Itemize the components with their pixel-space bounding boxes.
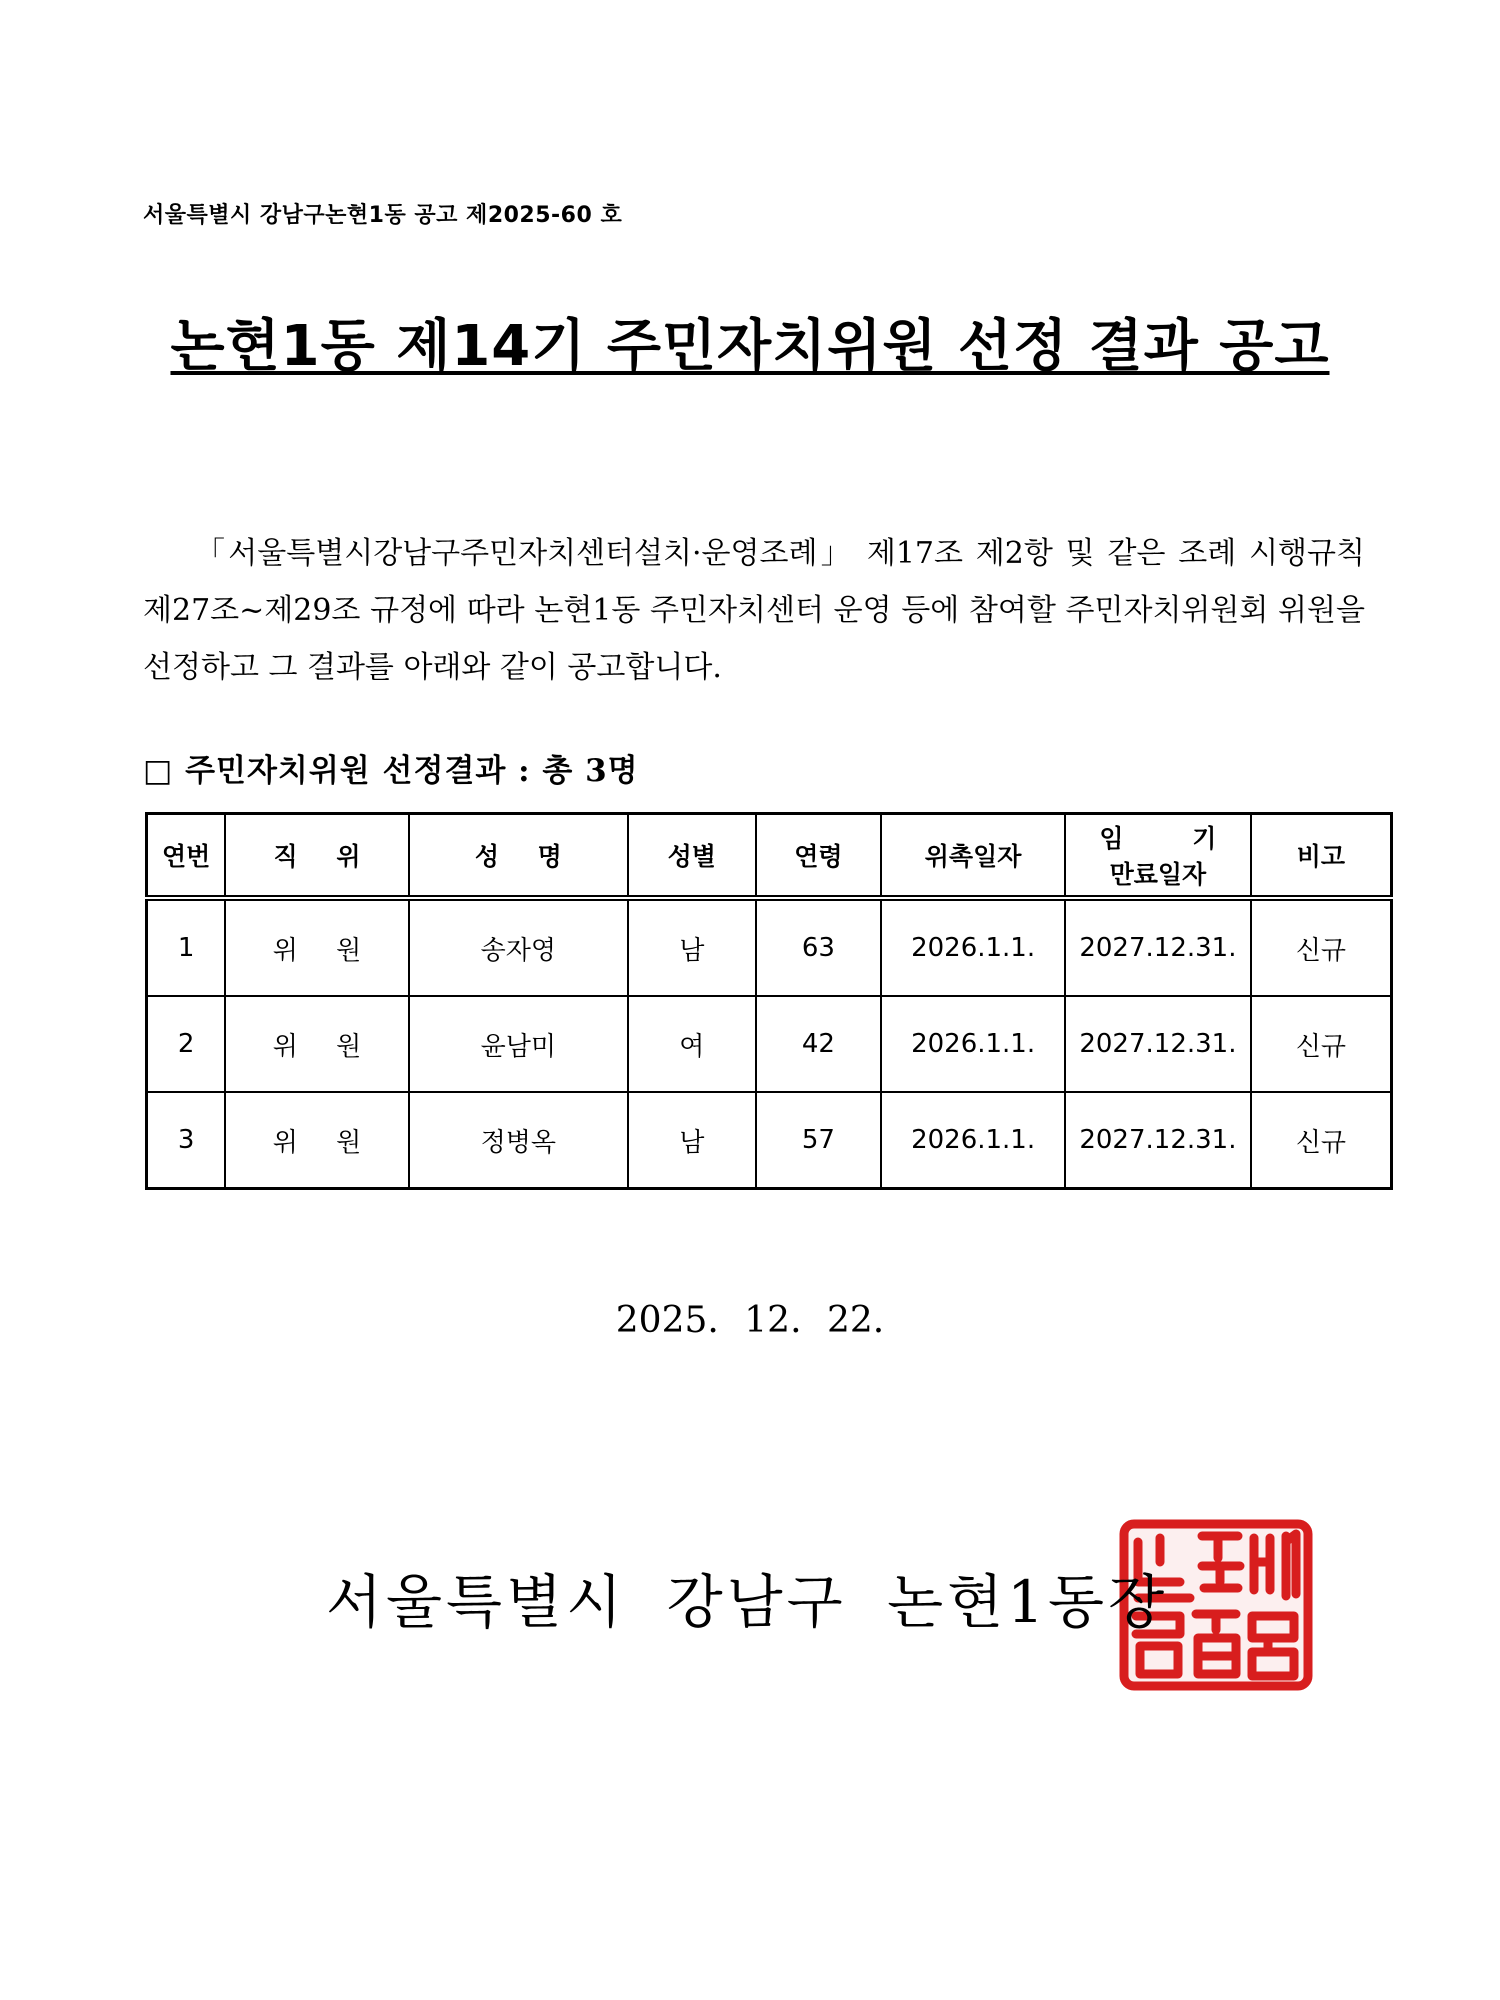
header-term-line2: 만료일자 xyxy=(1109,860,1207,889)
header-appointment-date: 위촉일자 xyxy=(881,814,1065,899)
header-term-line1: 임 기 xyxy=(1099,824,1217,853)
table-row xyxy=(147,996,1392,1092)
cell-position: 위 원 xyxy=(225,1092,408,1189)
header-remarks: 비고 xyxy=(1251,814,1392,899)
header-gender: 성별 xyxy=(628,814,756,899)
cell-position: 위 원 xyxy=(225,996,408,1092)
section-heading: □ 주민자치위원 선정결과 : 총 3명 xyxy=(143,753,639,789)
cell-term-end: 2027.12.31. xyxy=(1065,898,1251,996)
cell-name: 윤남미 xyxy=(409,996,628,1092)
cell-name: 송자영 xyxy=(409,898,628,996)
cell-term-end: 2027.12.31. xyxy=(1065,1092,1251,1189)
cell-no: 1 xyxy=(147,898,226,996)
cell-name: 정병옥 xyxy=(409,1092,628,1189)
cell-no: 3 xyxy=(147,1092,226,1189)
cell-gender: 남 xyxy=(628,1092,756,1189)
table-row xyxy=(147,1092,1392,1189)
header-no: 연번 xyxy=(147,814,226,899)
cell-gender: 남 xyxy=(628,898,756,996)
members-table xyxy=(145,812,1393,1190)
cell-term-end: 2027.12.31. xyxy=(1065,996,1251,1092)
header-position: 직 위 xyxy=(225,814,408,899)
cell-remarks: 신규 xyxy=(1251,996,1392,1092)
header-name: 성 명 xyxy=(409,814,628,899)
cell-age: 57 xyxy=(756,1092,882,1189)
notice-body: 「서울특별시강남구주민자치센터설치·운영조례」 제17조 제2항 및 같은 조례 시행규칙 제27조~제29조 규정에 따라 논현1동 주민자치센터 운영 등에 참여할 주민자치위원회 위원을 선정하고 그 결과를 아래와 같이 공고합니다. xyxy=(143,536,1365,685)
table-row xyxy=(147,898,1392,996)
issuer-signature-line: 서울특별시 강남구 논현1동장 xyxy=(326,1568,1169,1636)
cell-no: 2 xyxy=(147,996,226,1092)
cell-gender: 여 xyxy=(628,996,756,1092)
header-term-end xyxy=(1065,814,1251,899)
notice-number: 서울특별시 강남구논현1동 공고 제2025-60 호 xyxy=(143,203,623,228)
cell-appointment-date: 2026.1.1. xyxy=(881,898,1065,996)
header-age: 연령 xyxy=(756,814,882,899)
cell-appointment-date: 2026.1.1. xyxy=(881,996,1065,1092)
cell-remarks: 신규 xyxy=(1251,898,1392,996)
cell-remarks: 신규 xyxy=(1251,1092,1392,1189)
publication-date: 2025. 12. 22. xyxy=(615,1300,885,1341)
cell-position: 위 원 xyxy=(225,898,408,996)
cell-age: 63 xyxy=(756,898,882,996)
cell-appointment-date: 2026.1.1. xyxy=(881,1092,1065,1189)
document-title: 논현1동 제14기 주민자치위원 선정 결과 공고 xyxy=(170,314,1330,379)
table-header-row xyxy=(147,814,1392,899)
cell-age: 42 xyxy=(756,996,882,1092)
